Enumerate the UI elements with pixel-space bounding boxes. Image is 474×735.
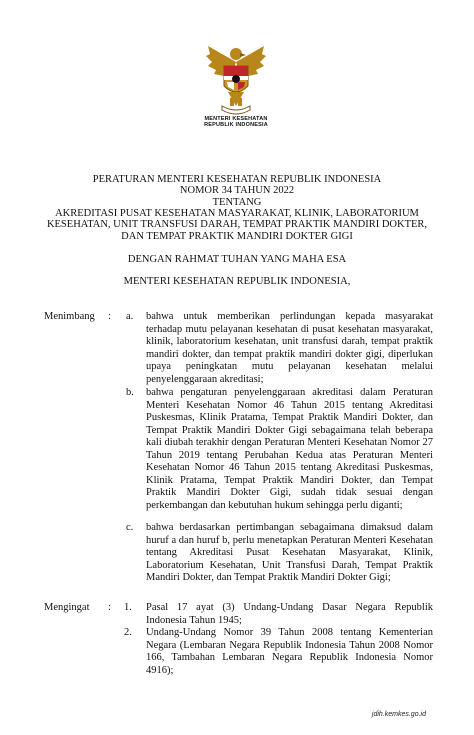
subject-line-3: DAN TEMPAT PRAKTIK MANDIRI DOKTER GIGI: [121, 230, 353, 242]
tentang-heading: TENTANG: [212, 197, 262, 208]
seal-caption: [190, 116, 282, 128]
mengingat-label: Mengingat: [44, 602, 90, 613]
garuda-emblem-icon: [204, 40, 268, 116]
title-line-1: PERATURAN MENTERI KESEHATAN REPUBLIK INDONESIA: [92, 174, 382, 185]
mengingat-marker-1: 1.: [124, 602, 132, 613]
mengingat-marker-2: 2.: [124, 627, 132, 638]
subject-line-2: KESEHATAN, UNIT TRANSFUSI DARAH, TEMPAT PRAKTIK MANDIRI DOKTER,: [46, 219, 428, 231]
mengingat-item-2: Undang-Undang Nomor 39 Tahun 2008 tentang Kementerian Negara (Lembaran Negara Republik Indonesia Tahun 2008 Nomor 166, Tambahan Lembaran Negara Republik Indonesia Nomor 4916);: [146, 627, 433, 676]
menimbang-item-c: bahwa berdasarkan pertimbangan sebagaimana dimaksud dalam huruf a dan huruf b, perlu menetapkan Peraturan Menteri Kesehatan tentang Akreditasi Pusat Kesehatan Masyarakat, Klinik, Laboratorium Kesehatan, Unit Transfusi Darah, Tempat Praktik Mandiri Dokter, dan Tempat Praktik Mandiri Dokter Gigi;: [146, 522, 433, 583]
subject-line-1: AKREDITASI PUSAT KESEHATAN MASYARAKAT, KLINIK, LABORATORIUM: [55, 208, 419, 219]
seal-line-1: MENTERI KESEHATAN: [204, 116, 268, 122]
menimbang-item-b: bahwa pengaturan penyelenggaraan akreditasi dalam Peraturan Menteri Kesehatan Nomor 46 Tahun 2015 tentang Akreditasi Puskesmas, Klinik Pratama, Tempat Praktik Mandiri Dokter, dan Tempat Praktik Mandiri Dokter Gigi sebagaimana telah beberapa kali diubah terakhir dengan Peraturan Menteri Kesehatan Nomor 27 Tahun 2019 tentang Perubahan Kedua atas Peraturan Menteri Kesehatan Nomor 46 Tahun 2015 tentang Akreditasi Puskesmas, Klinik Pratama, Tempat Praktik Mandiri Dokter, dan Tempat Praktik Mandiri Dokter Gigi, sudah tidak sesuai dengan perkembangan dan kebutuhan hukum sehingga perlu diganti;: [146, 387, 433, 511]
mengingat-item-1: Pasal 17 ayat (3) Undang-Undang Dasar Negara Republik Indonesia Tahun 1945;: [146, 602, 433, 626]
menimbang-marker-b: b.: [126, 387, 134, 398]
regulation-title: [20, 174, 454, 197]
menimbang-item-a: bahwa untuk memberikan perlindungan kepada masyarakat terhadap mutu pelayanan kesehatan di pusat kesehatan masyarakat, klinik, laboratorium kesehatan, unit transfusi darah, tempat praktik mandiri dokter, dan tempat praktik mandiri dokter gigi, diperlukan upaya peningkatan mutu pelayanan kesehatan melalui penyelenggaraan akreditasi;: [146, 311, 433, 385]
seal-line-2: REPUBLIK INDONESIA: [204, 122, 268, 128]
rahmat-line: DENGAN RAHMAT TUHAN YANG MAHA ESA: [127, 254, 347, 265]
minister-line: MENTERI KESEHATAN REPUBLIK INDONESIA,: [123, 276, 351, 287]
menimbang-colon: :: [108, 311, 111, 322]
menimbang-marker-c: c.: [126, 522, 134, 533]
regulation-subject: [20, 208, 454, 242]
title-line-2: NOMOR 34 TAHUN 2022: [179, 185, 295, 197]
mengingat-colon: :: [108, 602, 111, 613]
menimbang-label: Menimbang: [44, 311, 95, 322]
menimbang-marker-a: a.: [126, 311, 134, 322]
source-url: jdih.kemkes.go.id: [371, 711, 426, 718]
